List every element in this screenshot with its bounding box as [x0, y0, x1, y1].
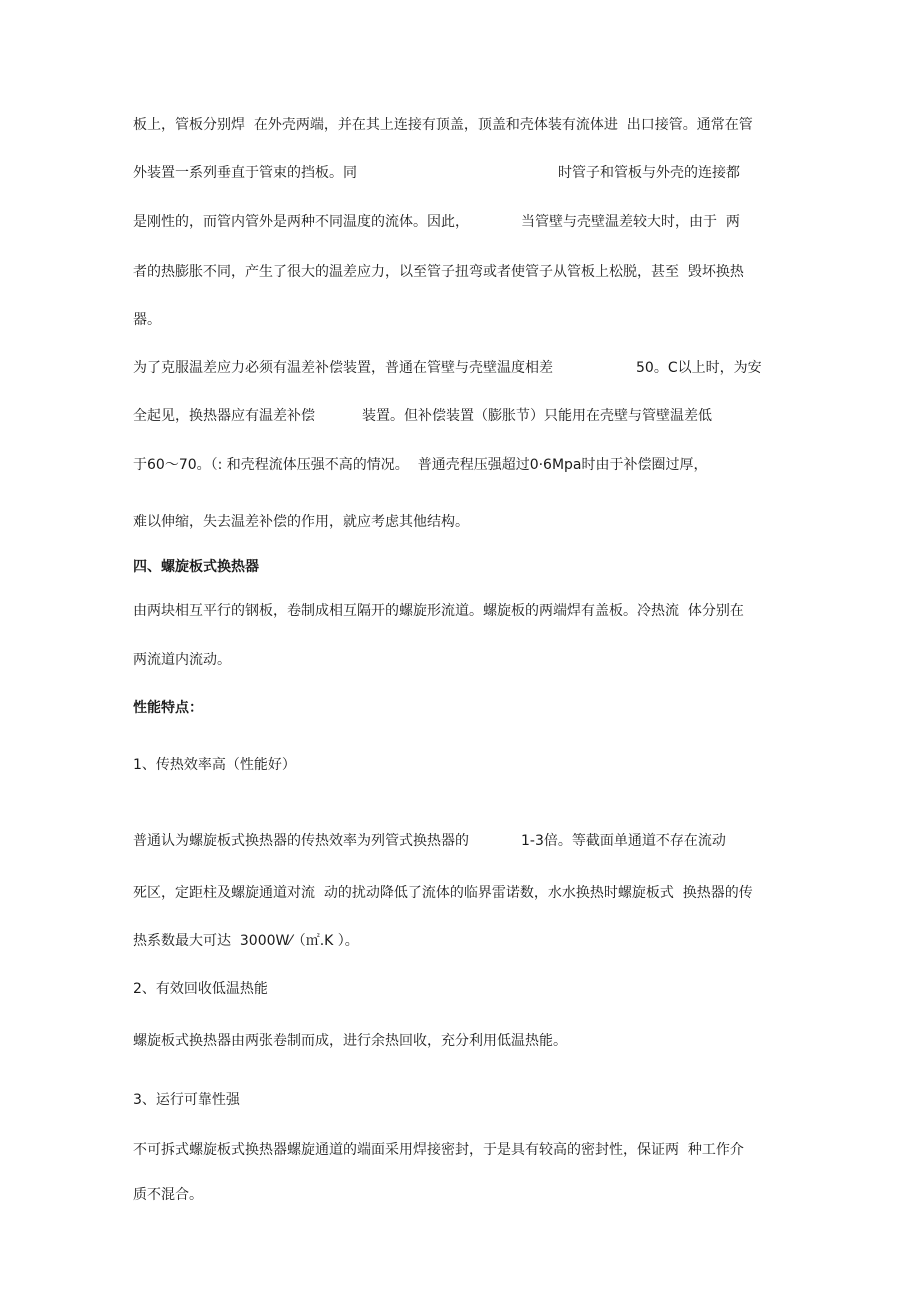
paragraph-line: 死区，定距柱及螺旋通道对流 动的扰动降低了流体的临界雷诺数，水水换热时螺旋板式 换热器的传 [133, 885, 753, 901]
paragraph-line: 是刚性的，而管内管外是两种不同温度的流体。因此， [133, 214, 469, 230]
list-item-heading: 3、运行可靠性强 [133, 1092, 240, 1108]
paragraph-line: 螺旋板式换热器由两张卷制而成，进行余热回收，充分利用低温热能。 [133, 1033, 567, 1049]
paragraph-line: 质不混合。 [133, 1187, 203, 1203]
paragraph-line: 全起见，换热器应有温差补偿 [133, 408, 315, 424]
paragraph-line: 普通认为螺旋板式换热器的传热效率为列管式换热器的 [133, 833, 469, 849]
list-item-heading: 2、有效回收低温热能 [133, 981, 268, 997]
paragraph-line: 器。 [133, 312, 161, 328]
paragraph-line: 当管壁与壳壁温差较大时，由于 两 [521, 214, 740, 230]
paragraph-line: 装置。但补偿装置（膨胀节）只能用在壳壁与管壁温差低 [362, 408, 712, 424]
paragraph-line: 1-3倍。等截面单通道不存在流动 [521, 833, 726, 849]
subsection-heading: 性能特点： [133, 700, 203, 716]
list-item-heading: 1、传热效率高（性能好） [133, 757, 296, 773]
paragraph-line: 板上，管板分别焊 在外壳两端，并在其上连接有顶盖，顶盖和壳体装有流体进 出口接管。通常在管 [133, 117, 753, 133]
paragraph-line: 难以伸缩，失去温差补偿的作用，就应考虑其他结构。 [133, 514, 469, 530]
paragraph-line: 由两块相互平行的钢板，卷制成相互隔开的螺旋形流道。螺旋板的两端焊有盖板。冷热流 体分别在 [133, 603, 744, 619]
paragraph-line: 时管子和管板与外壳的连接都 [558, 165, 740, 181]
paragraph-line: 两流道内流动。 [133, 652, 231, 668]
section-heading: 四、螺旋板式换热器 [133, 559, 259, 575]
paragraph-line: 者的热膨胀不同，产生了很大的温差应力，以至管子扭弯或者使管子从管板上松脱，甚至 毁坏换热 [133, 264, 744, 280]
paragraph-line: 热系数最大可达 3000W⁄（㎡.K ）。 [133, 933, 359, 949]
paragraph-line: 为了克服温差应力必须有温差补偿装置，普通在管壁与壳壁温度相差 [133, 360, 553, 376]
paragraph-line: 不可拆式螺旋板式换热器螺旋通道的端面采用焊接密封，于是具有较高的密封性，保证两 种工作介 [133, 1142, 744, 1158]
paragraph-line: 50。C以上时，为安 [636, 360, 762, 376]
paragraph-line: 外装置一系列垂直于管束的挡板。同 [133, 165, 357, 181]
paragraph-line: 于60～70。（: 和壳程流体压强不高的情况。 普通壳程压强超过0·6Mpa时由于补偿圈过厚， [133, 457, 708, 473]
